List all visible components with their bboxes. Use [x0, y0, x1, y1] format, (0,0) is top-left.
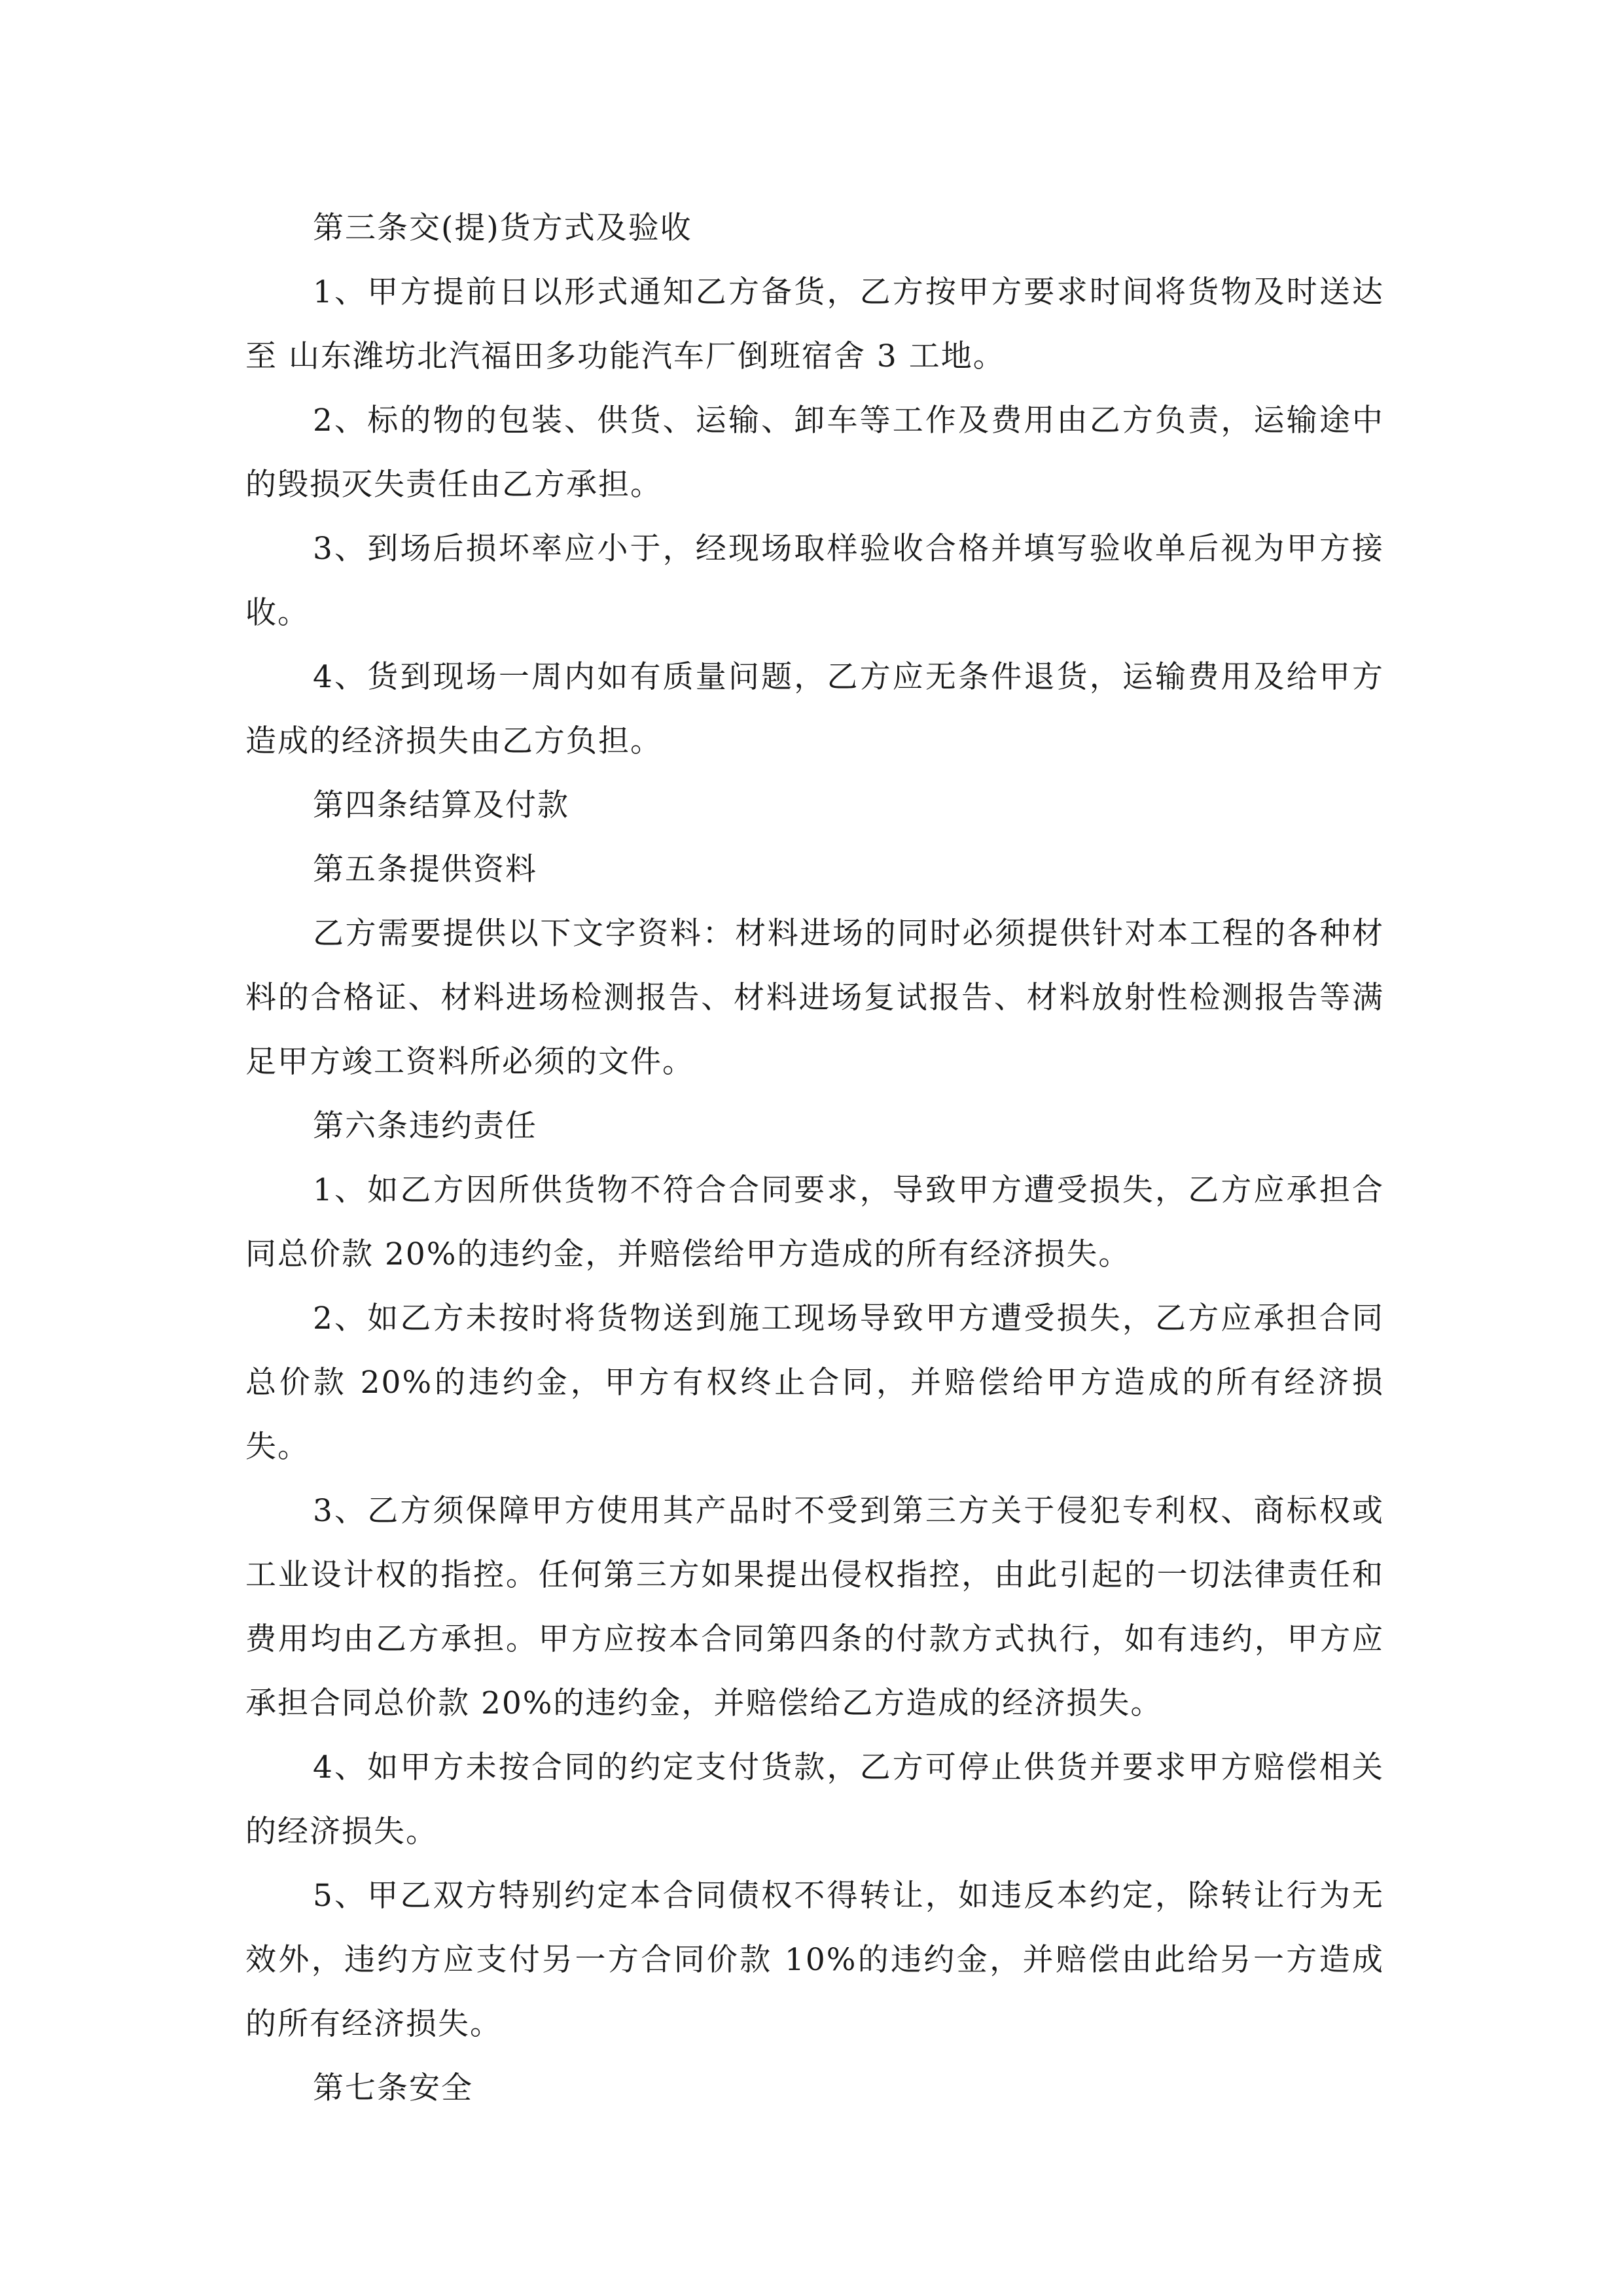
paragraph: 4、货到现场一周内如有质量问题，乙方应无条件退货，运输费用及给甲方造成的经济损失由乙方负担。	[245, 659, 1384, 759]
section-heading-3: 第三条交(提)货方式及验收	[313, 210, 692, 246]
paragraph: 1、如乙方因所供货物不符合合同要求，导致甲方遭受损失，乙方应承担合同总价款 20%的违约金，并赔偿给甲方造成的所有经济损失。	[245, 1172, 1384, 1272]
paragraph: 2、标的物的包装、供货、运输、卸车等工作及费用由乙方负责，运输途中的毁损灭失责任由乙方承担。	[245, 403, 1384, 503]
paragraph: 4、如甲方未按合同的约定支付货款，乙方可停止供货并要求甲方赔偿相关的经济损失。	[245, 1749, 1384, 1850]
paragraph: 3、乙方须保障甲方使用其产品时不受到第三方关于侵犯专利权、商标权或工业设计权的指控。任何第三方如果提出侵权指控，由此引起的一切法律责任和费用均由乙方承担。甲方应按本合同第四条的付款方式执行，如有违约，甲方应承担合同总价款 20%的违约金，并赔偿给乙方造成的经济损失。	[245, 1493, 1384, 1721]
paragraph: 3、到场后损坏率应小于，经现场取样验收合格并填写验收单后视为甲方接收。	[245, 531, 1384, 631]
section-heading-7: 第七条安全	[313, 2070, 473, 2106]
section-heading-6: 第六条违约责任	[313, 1108, 537, 1144]
paragraph: 1、甲方提前日以形式通知乙方备货，乙方按甲方要求时间将货物及时送达至 山东潍坊北汽福田多功能汽车厂倒班宿舍 3 工地。	[245, 274, 1384, 374]
paragraph: 2、如乙方未按时将货物送到施工现场导致甲方遭受损失，乙方应承担合同总价款 20%的违约金，甲方有权终止合同，并赔偿给甲方造成的所有经济损失。	[245, 1300, 1384, 1465]
section-heading-4: 第四条结算及付款	[313, 787, 569, 823]
document-page	[245, 196, 1384, 2121]
paragraph: 5、甲乙双方特别约定本合同债权不得转让，如违反本约定，除转让行为无效外，违约方应支付另一方合同价款 10%的违约金，并赔偿由此给另一方造成的所有经济损失。	[245, 1878, 1384, 2042]
paragraph: 乙方需要提供以下文字资料：材料进场的同时必须提供针对本工程的各种材料的合格证、材料进场检测报告、材料进场复试报告、材料放射性检测报告等满足甲方竣工资料所必须的文件。	[245, 916, 1384, 1080]
section-heading-5: 第五条提供资料	[313, 852, 537, 888]
